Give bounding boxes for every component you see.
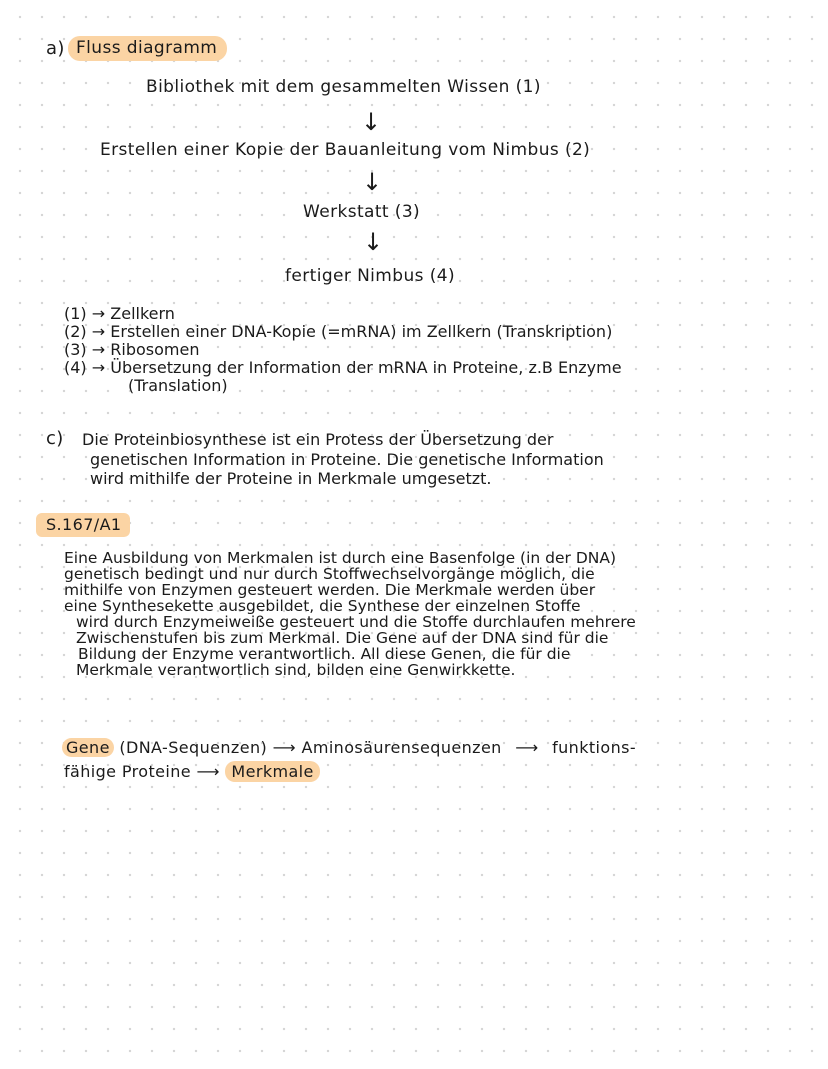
task-line: mithilfe von Enzymen gesteuert werden. Die Merkmale werden über bbox=[64, 581, 596, 599]
legend-item bbox=[64, 341, 622, 359]
task-line: Bildung der Enzyme verantwortlich. All diese Genen, die für die bbox=[78, 645, 571, 663]
flow-step-4: fertiger Nimbus (4) bbox=[285, 266, 455, 286]
legend-number: (3) bbox=[64, 340, 87, 359]
task-line: genetisch bedingt und nur durch Stoffwechselvorgänge möglich, die bbox=[64, 565, 595, 583]
chain-gene-note: (DNA-Sequenzen) bbox=[119, 738, 268, 757]
flow-arrow-3: ↓ bbox=[363, 228, 384, 256]
chain-traits: Merkmale bbox=[225, 761, 319, 782]
legend-number: (4) bbox=[64, 358, 87, 377]
section-a-label: a) bbox=[46, 38, 65, 59]
flow-step-2: Erstellen einer Kopie der Bauanleitung vom Nimbus (2) bbox=[100, 140, 591, 160]
arrow-right-icon: ⟶ bbox=[196, 762, 220, 781]
task-line: eine Synthesekette ausgebildet, die Synthese der einzelnen Stoffe bbox=[64, 597, 581, 615]
legend-number: (2) bbox=[64, 322, 87, 341]
section-c-line: Die Proteinbiosynthese ist ein Protess der Übersetzung der bbox=[82, 430, 554, 449]
legend-item bbox=[64, 305, 622, 323]
task-label: S.167/A1 bbox=[36, 513, 130, 537]
gene-chain-line-1 bbox=[62, 738, 636, 757]
chain-functional-2: fähige Proteine bbox=[64, 762, 192, 781]
section-c-line: genetischen Information in Proteine. Die genetische Information bbox=[90, 449, 604, 469]
legend-text: Erstellen einer DNA-Kopie (=mRNA) im Zellkern (Transkription) bbox=[110, 322, 613, 341]
section-a-title: Fluss diagramm bbox=[68, 36, 227, 61]
section-c-label: c) bbox=[46, 428, 64, 449]
arrow-right-icon: → bbox=[91, 304, 106, 323]
arrow-right-icon: → bbox=[91, 322, 106, 341]
legend-continuation: (Translation) bbox=[128, 376, 228, 395]
flow-arrow-1: ↓ bbox=[361, 108, 382, 136]
legend-item bbox=[64, 323, 622, 341]
legend-text: Zellkern bbox=[110, 304, 175, 323]
task-text bbox=[64, 550, 636, 678]
flow-step-3: Werkstatt (3) bbox=[303, 202, 421, 222]
legend-text: Übersetzung der Information der mRNA in Proteine, z.B Enzyme bbox=[110, 358, 622, 377]
legend-item bbox=[64, 359, 622, 377]
flow-step-1: Bibliothek mit dem gesammelten Wissen (1) bbox=[146, 77, 541, 97]
chain-gene: Gene bbox=[62, 738, 114, 757]
task-line: wird durch Enzymeiweiße gesteuert und die Stoffe durchlaufen mehrere bbox=[76, 613, 636, 631]
arrow-right-icon: → bbox=[91, 358, 106, 377]
arrow-right-icon: ⟶ bbox=[515, 738, 539, 757]
task-line: Merkmale verantwortlich sind, bilden eine Genwirkkette. bbox=[76, 661, 516, 679]
arrow-right-icon: ⟶ bbox=[272, 738, 296, 757]
chain-functional-1: funktions- bbox=[552, 738, 637, 757]
legend bbox=[64, 305, 622, 395]
section-c-line: wird mithilfe der Proteine in Merkmale umgesetzt. bbox=[90, 469, 492, 488]
arrow-right-icon: → bbox=[91, 340, 106, 359]
section-c-text bbox=[82, 430, 604, 489]
task-line: Zwischenstufen bis zum Merkmal. Die Gene auf der DNA sind für die bbox=[76, 629, 609, 647]
task-line: Eine Ausbildung von Merkmalen ist durch eine Basenfolge (in der DNA) bbox=[64, 549, 617, 567]
chain-amino: Aminosäurensequenzen bbox=[301, 738, 502, 757]
legend-number: (1) bbox=[64, 304, 87, 323]
gene-chain-line-2 bbox=[64, 762, 320, 781]
flow-arrow-2: ↓ bbox=[362, 168, 383, 196]
legend-text: Ribosomen bbox=[110, 340, 200, 359]
